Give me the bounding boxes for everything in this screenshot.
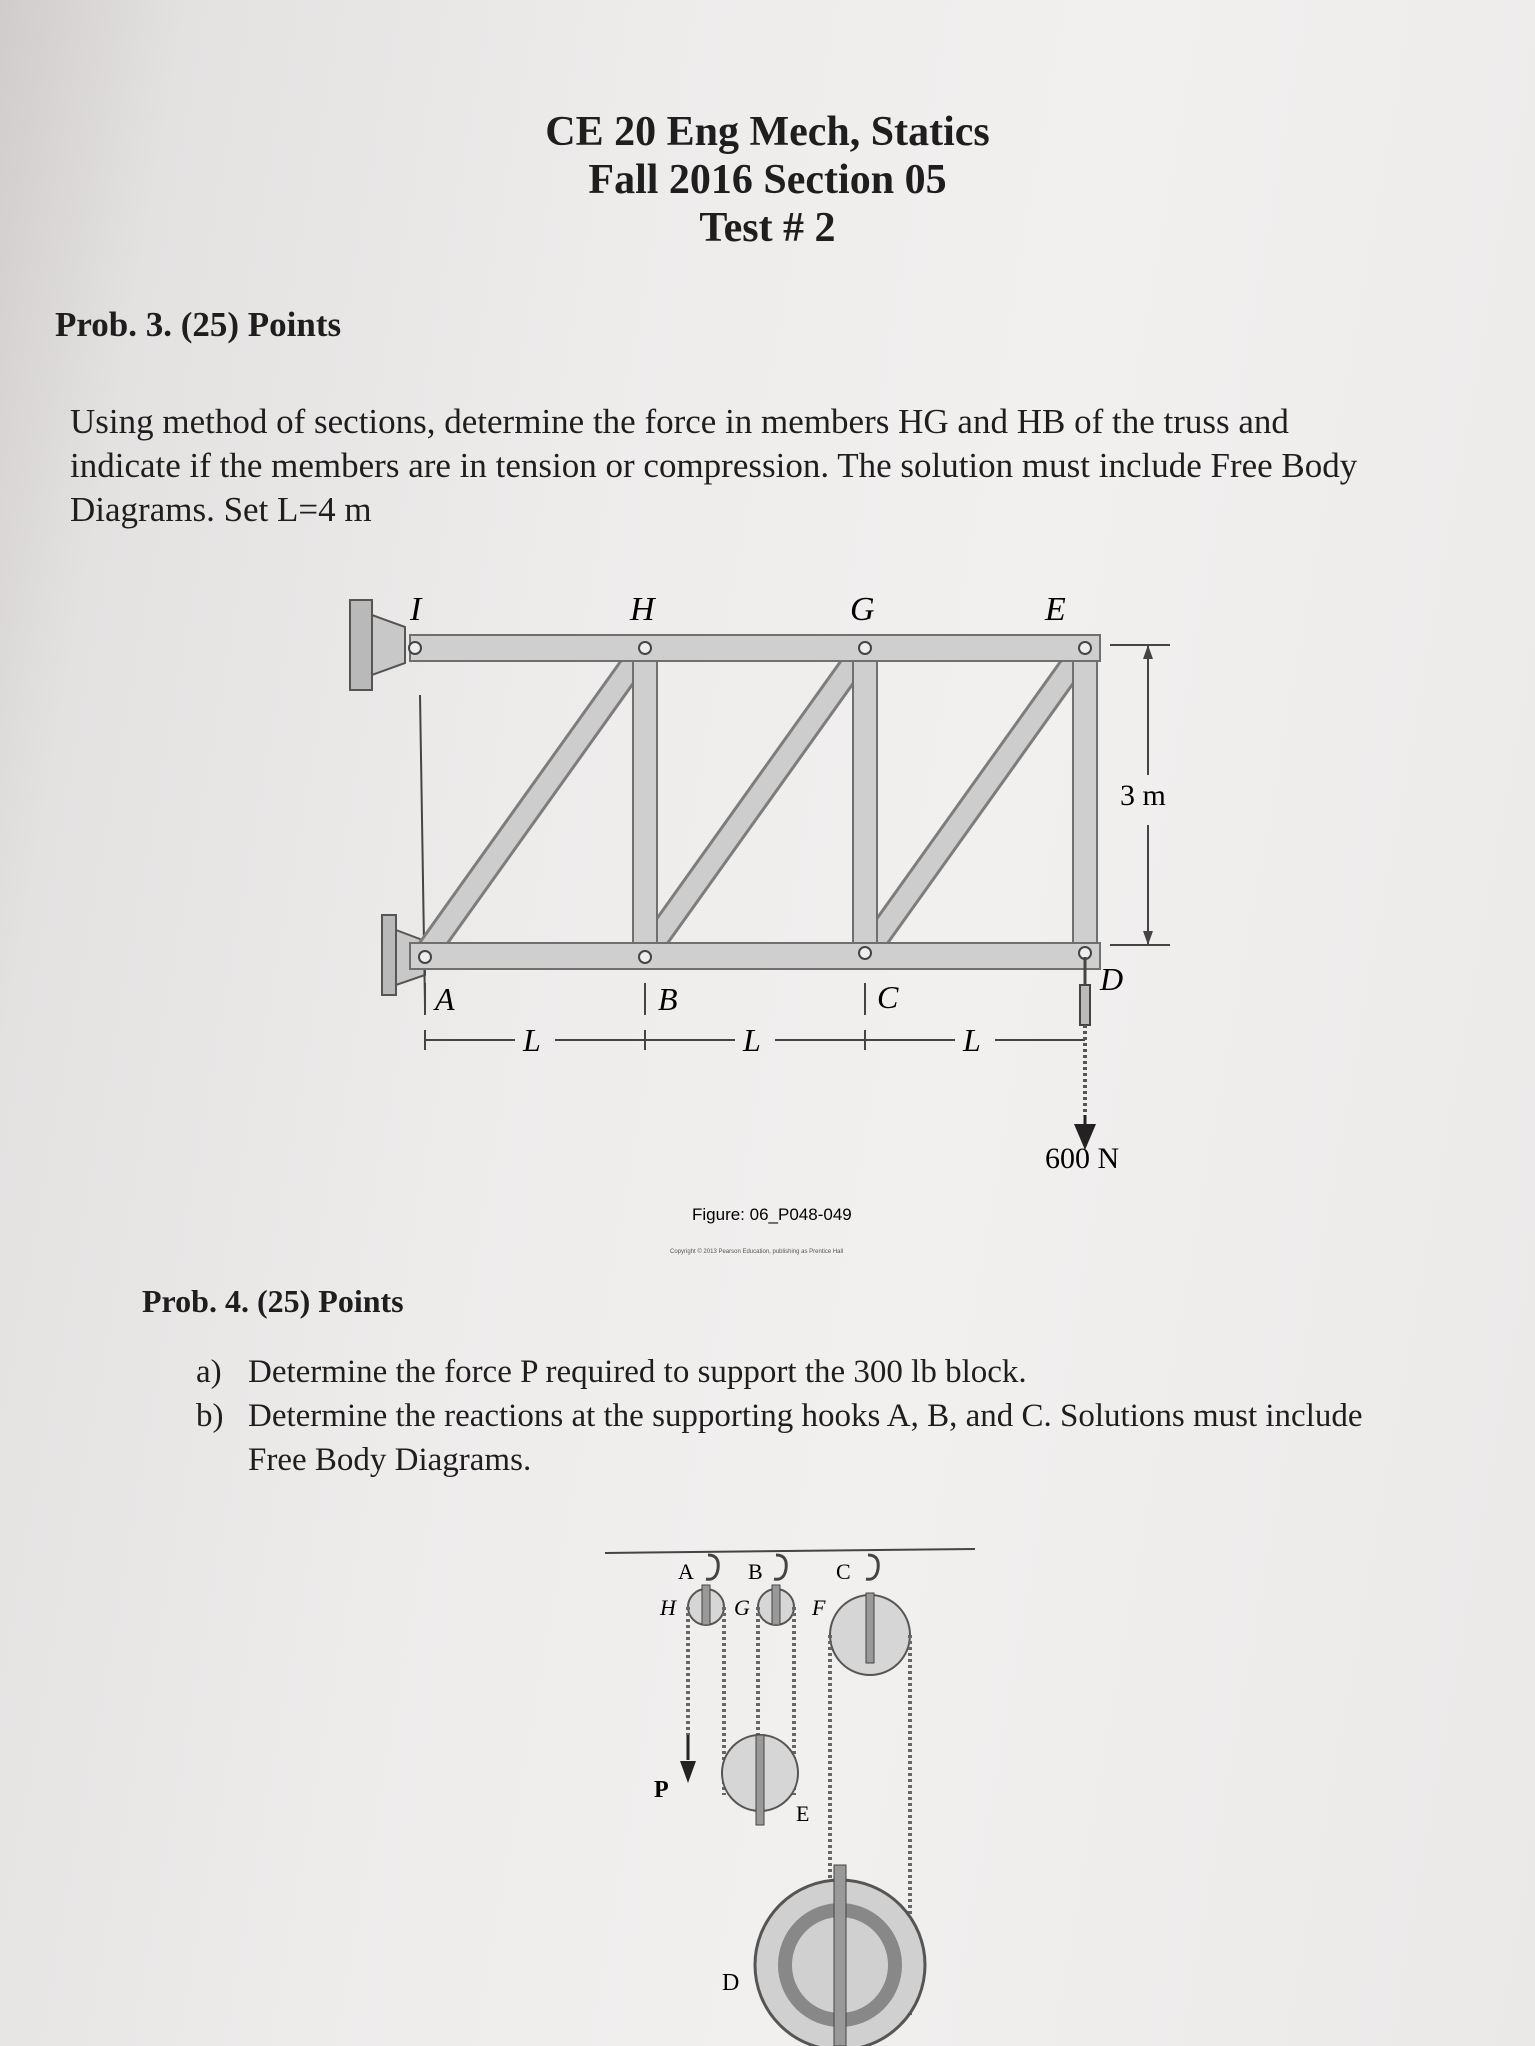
height-label: 3 m [1120, 779, 1166, 812]
item-marker: b) [196, 1398, 224, 1434]
figure-caption: Figure: 06_P048-049 [692, 1205, 852, 1224]
pulley-label-d: D [722, 1970, 740, 1996]
joint-label-e: E [1045, 591, 1066, 628]
truss-figure [340, 585, 1200, 1275]
span-label-bc: L [743, 1022, 761, 1058]
prob4-item-a [196, 1350, 1366, 1394]
load-cable [1074, 957, 1096, 1150]
term-section: Fall 2016 Section 05 [588, 157, 947, 203]
vertical-members [633, 647, 1097, 955]
prob3-statement: Using method of sections, determine the force in members HG and HB of the truss and indicate if the members are in tension or compression. The solution must include Free Body Diagrams. Set L=4 m [70, 402, 1358, 529]
joint-label-a: A [435, 981, 455, 1017]
hook-label-c: C [836, 1559, 851, 1584]
pulley-label-f: F [812, 1595, 826, 1620]
top-chord [410, 635, 1100, 661]
pulley-label-h: H [660, 1595, 676, 1620]
test-number: Test # 2 [699, 205, 836, 251]
figure-copyright: Copyright © 2013 Pearson Education, publishing as Prentice Hall [670, 1249, 844, 1255]
ceiling-line [605, 1549, 975, 1553]
joint-label-i: I [410, 591, 422, 628]
hook-label-b: B [748, 1559, 763, 1584]
joint-label-g: G [850, 591, 875, 628]
pulley-figure [600, 1535, 980, 2046]
prob3-title: Prob. 3. (25) Points [55, 305, 342, 344]
load-label: 600 N [1045, 1142, 1120, 1175]
prob4-items [196, 1350, 1366, 1482]
joint-label-c: C [877, 979, 899, 1015]
item-text: Determine the reactions at the supporting hooks A, B, and C. Solutions must include Free Body Diagrams. [248, 1398, 1363, 1478]
pulley-label-e: E [796, 1801, 810, 1826]
wall-support-top [350, 600, 405, 690]
prob4-title: Prob. 4. (25) Points [142, 1283, 404, 1319]
joint-label-d: D [1100, 961, 1124, 997]
upper-pulleys [688, 1589, 910, 1675]
pulley-label-g: G [734, 1595, 750, 1620]
bottom-chord [410, 943, 1100, 969]
span-label-ab: L [523, 1022, 541, 1058]
force-label-p: P [654, 1777, 669, 1803]
span-label-cd: L [963, 1022, 981, 1058]
p-force-arrow [680, 1761, 696, 1783]
joint-label-b: B [658, 981, 678, 1017]
support-hooks [706, 1555, 878, 1579]
item-marker: a) [196, 1354, 222, 1390]
course-title: CE 20 Eng Mech, Statics [545, 109, 990, 155]
hook-label-a: A [678, 1559, 694, 1584]
joint-label-h: H [630, 591, 655, 628]
item-text: Determine the force P required to support the 300 lb block. [248, 1354, 1027, 1390]
prob4-item-b [196, 1394, 1366, 1482]
